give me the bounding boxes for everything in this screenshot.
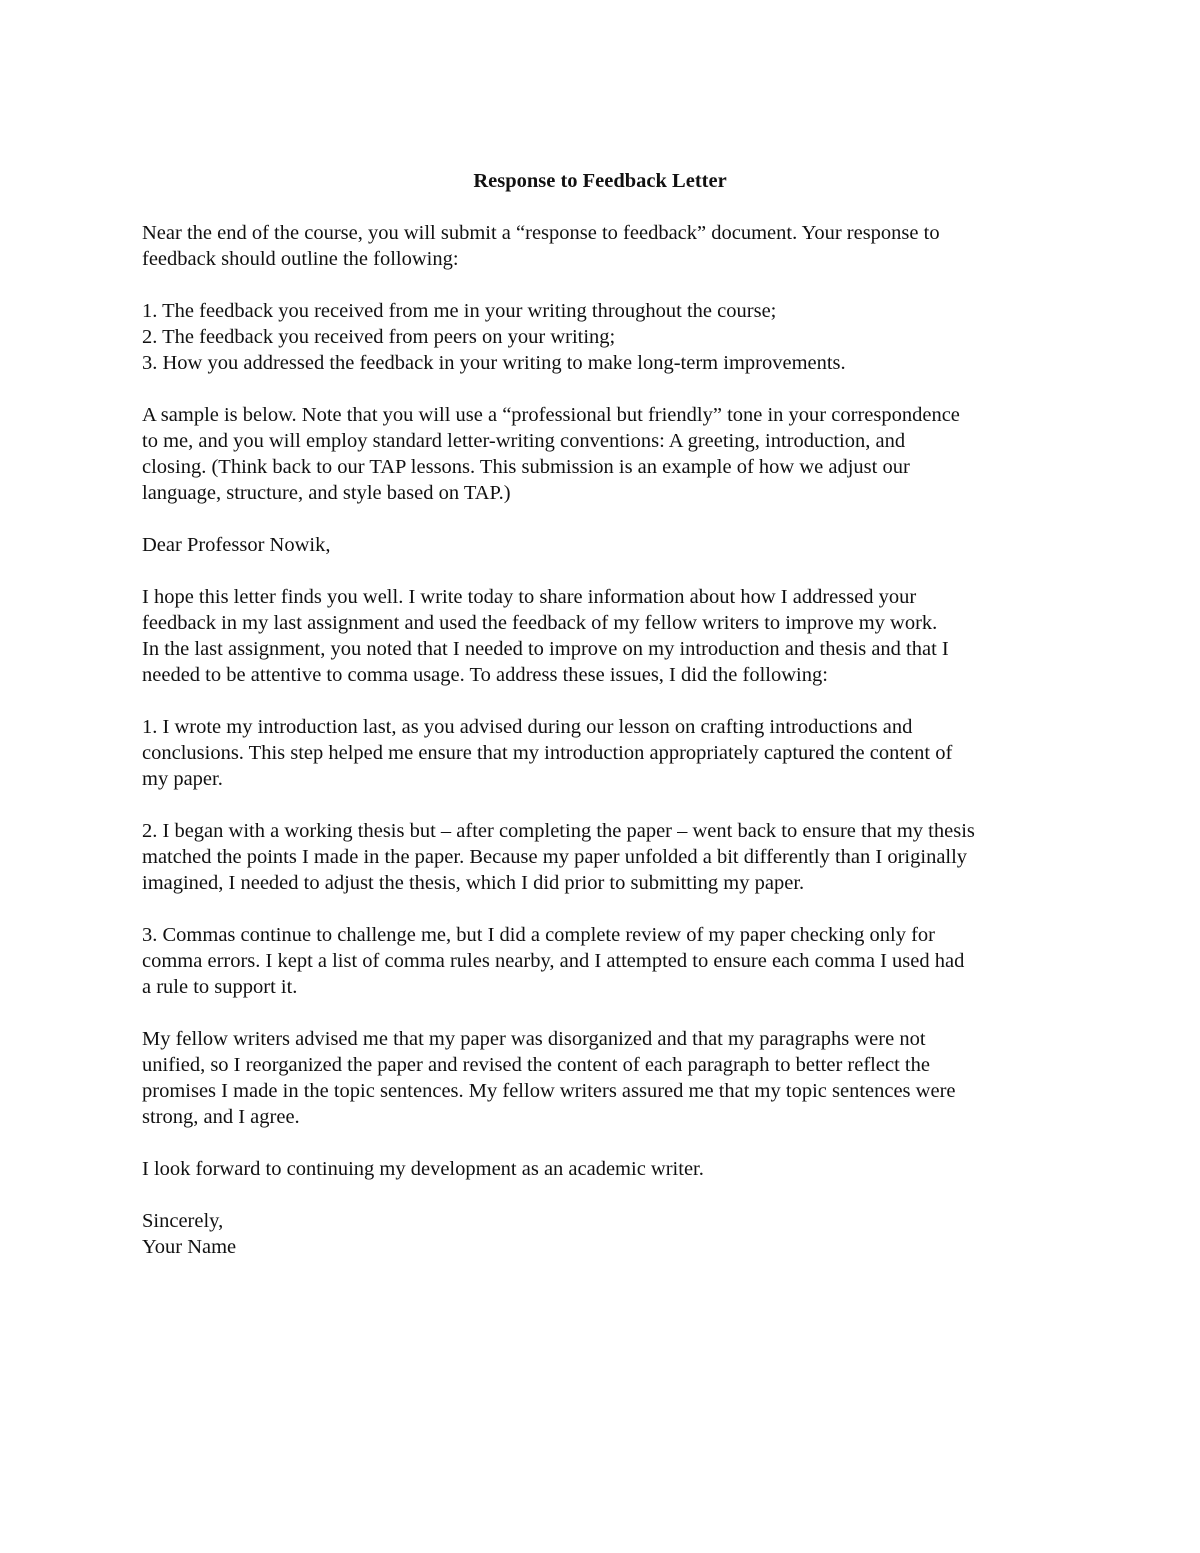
text-line: imagined, I needed to adjust the thesis, which I did prior to submitting my paper. (142, 872, 805, 894)
letter-opening-paragraph (142, 584, 1062, 688)
text-line: unified, so I reorganized the paper and revised the content of each paragraph to better reflect the (142, 1054, 930, 1076)
sample-note-paragraph (142, 402, 1062, 506)
text-line: my paper. (142, 768, 223, 790)
text-line: needed to be attentive to comma usage. To address these issues, I did the following: (142, 664, 828, 686)
letter-forward-paragraph: I look forward to continuing my development as an academic writer. (142, 1158, 704, 1180)
letter-peers-paragraph (142, 1026, 1062, 1130)
text-line: Near the end of the course, you will submit a “response to feedback” document. Your response to (142, 222, 940, 244)
text-line: In the last assignment, you noted that I needed to improve on my introduction and thesis and that I (142, 638, 949, 660)
text-line: A sample is below. Note that you will use a “professional but friendly” tone in your correspondence (142, 404, 960, 426)
text-line: I hope this letter finds you well. I write today to share information about how I addressed your (142, 586, 917, 608)
text-line: language, structure, and style based on TAP.) (142, 482, 511, 504)
text-line: 2. I began with a working thesis but – after completing the paper – went back to ensure that my thesis (142, 820, 975, 842)
letter-signoff: Sincerely, (142, 1210, 224, 1232)
intro-paragraph (142, 220, 1062, 272)
text-line: feedback in my last assignment and used the feedback of my fellow writers to improve my work. (142, 612, 938, 634)
letter-step-2 (142, 818, 1062, 896)
text-line: strong, and I agree. (142, 1106, 300, 1128)
document-title: Response to Feedback Letter (473, 170, 727, 192)
letter-step-1 (142, 714, 1062, 792)
text-line: feedback should outline the following: (142, 248, 459, 270)
text-line: conclusions. This step helped me ensure that my introduction appropriately captured the content of (142, 742, 953, 764)
outline-item: 1. The feedback you received from me in your writing throughout the course; (142, 300, 777, 322)
outline-item: 2. The feedback you received from peers on your writing; (142, 326, 616, 348)
text-line: 1. I wrote my introduction last, as you advised during our lesson on crafting introductions and (142, 716, 913, 738)
letter-step-3 (142, 922, 1062, 1000)
outline-list (142, 298, 1062, 376)
text-line: to me, and you will employ standard letter-writing conventions: A greeting, introduction, and (142, 430, 906, 452)
text-line: comma errors. I kept a list of comma rules nearby, and I attempted to ensure each comma I used had (142, 950, 965, 972)
text-line: My fellow writers advised me that my paper was disorganized and that my paragraphs were not (142, 1028, 926, 1050)
text-line: matched the points I made in the paper. Because my paper unfolded a bit differently than I originally (142, 846, 968, 868)
text-line: a rule to support it. (142, 976, 298, 998)
letter-signature: Your Name (142, 1236, 237, 1258)
outline-item: 3. How you addressed the feedback in your writing to make long-term improvements. (142, 352, 846, 374)
letter-greeting: Dear Professor Nowik, (142, 534, 331, 556)
document-body (142, 168, 1062, 1260)
text-line: promises I made in the topic sentences. My fellow writers assured me that my topic sentences were (142, 1080, 956, 1102)
text-line: closing. (Think back to our TAP lessons. This submission is an example of how we adjust our (142, 456, 910, 478)
text-line: 3. Commas continue to challenge me, but I did a complete review of my paper checking only for (142, 924, 935, 946)
letter-closing (142, 1208, 1062, 1260)
